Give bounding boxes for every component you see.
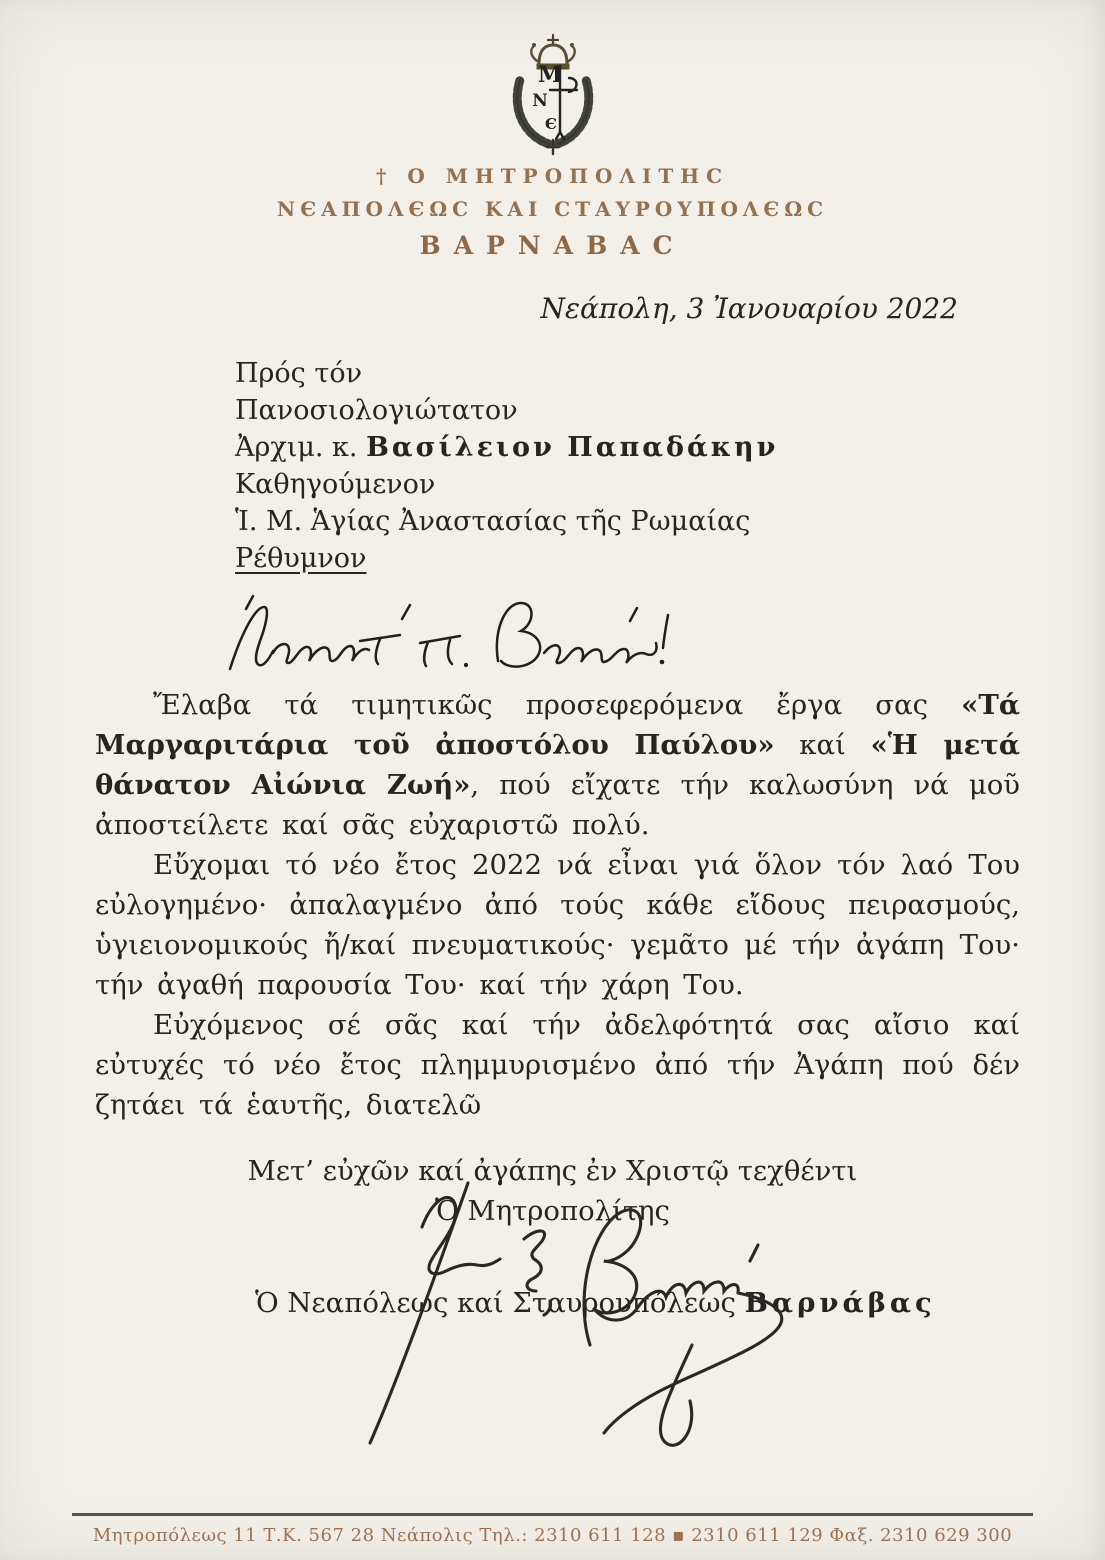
paragraph-2: Εὔχομαι τό νέο ἔτος 2022 νά εἶναι γιά ὅλον τόν λαό Του εὐλογημένο· ἀπαλαγμένο ἀπό τούς κάθε εἴδους πειρασμούς, ὑγιειονομικούς ἤ/καί πνευματικούς· γεμᾶτο μέ τήν ἀγάπη Του· τήν ἀγαθή παρουσία Του· καί τήν χάρη Του. bbox=[95, 849, 1020, 1001]
svg-text:Є: Є bbox=[544, 115, 557, 133]
letter-body bbox=[95, 685, 1020, 1125]
header-metropolitan-name: ΒΑΡΝΑΒΑC bbox=[419, 231, 686, 260]
handwritten-signature bbox=[272, 1165, 832, 1465]
paragraph-1 bbox=[95, 685, 1020, 845]
closing-wishes: Μετ’ εὐχῶν καί ἀγάπης ἐν Χριστῷ τεχθέντι bbox=[247, 1155, 858, 1187]
handwritten-salutation bbox=[212, 591, 682, 683]
p1-text-mid: καί bbox=[774, 729, 871, 761]
recipient-line-city bbox=[235, 540, 1105, 577]
printed-signature-name: Βαρνάβας bbox=[744, 1287, 936, 1319]
recipient-block bbox=[235, 355, 1105, 577]
date-line: Νεάπολη, 3 Ἰανουαρίου 2022 bbox=[540, 292, 958, 325]
p1-book-title-1: «Τά Μαργαριτάρια τοῦ ἀποστόλου Παύλου» bbox=[95, 689, 1020, 761]
recipient-line-honorific: Πανοσιολογιώτατον bbox=[235, 395, 518, 426]
recipient-name: Βασίλειον Παπαδάκην bbox=[366, 432, 779, 463]
svg-text:N: N bbox=[531, 91, 548, 111]
recipient-line-monastery: Ἱ. Μ. Ἁγίας Ἀναστασίας τῆς Ρωμαίας bbox=[235, 506, 751, 537]
p1-text: Ἔλαβα τά τιμητικῶς προσεφερόμενα ἔργα σας bbox=[153, 689, 962, 721]
metropolitan-crest-icon bbox=[493, 34, 613, 158]
footer-divider bbox=[72, 1513, 1033, 1516]
recipient-name-prefix: Ἀρχιμ. κ. bbox=[235, 432, 367, 463]
recipient-city: Ρέθυμνον bbox=[235, 543, 367, 574]
signature-area bbox=[0, 1231, 1105, 1471]
recipient-line-name bbox=[235, 429, 1105, 466]
closing-title: Ὁ Μητροπολίτης bbox=[435, 1195, 670, 1227]
header-title-line: † Ο ΜΗΤΡΟΠΟΛΙΤΗC bbox=[375, 164, 730, 188]
p1-book-title-2: «Ἡ μετά θάνατον Αἰώνια Ζωή» bbox=[95, 729, 1020, 801]
recipient-line-to: Πρός τόν bbox=[235, 358, 362, 389]
header-see-line: ΝЄΑΠΟΛЄΩC ΚΑΙ CΤΑΥΡΟΥΠΟΛЄΩC bbox=[276, 197, 829, 221]
p1-text-end: , πού εἴχατε τήν καλωσύνη νά μοῦ ἀποστείλετε καί σᾶς εὐχαριστῶ πολύ. bbox=[95, 769, 1020, 841]
letterhead-footer bbox=[0, 1513, 1105, 1546]
footer-address: Μητροπόλεως 11 Τ.Κ. 567 28 Νεάπολις Τηλ.: 2310 611 128 ▪ 2310 611 129 Φαξ. 2310 629 300 bbox=[92, 1525, 1013, 1546]
printed-signature-prefix: Ὁ Νεαπόλεως καί Σταυρουπόλεως bbox=[255, 1287, 745, 1319]
paragraph-3: Εὐχόμενος σέ σᾶς καί τήν ἀδελφότητά σας αἴσιο καί εὐτυχές τό νέο ἔτος πλημμυρισμένο ἀπό τήν Ἀγάπη πού δέν ζητάει τά ἑαυτῆς, διατελῶ bbox=[95, 1009, 1020, 1121]
svg-text:M: M bbox=[537, 62, 562, 88]
recipient-line-title: Καθηγούμενον bbox=[235, 469, 436, 500]
